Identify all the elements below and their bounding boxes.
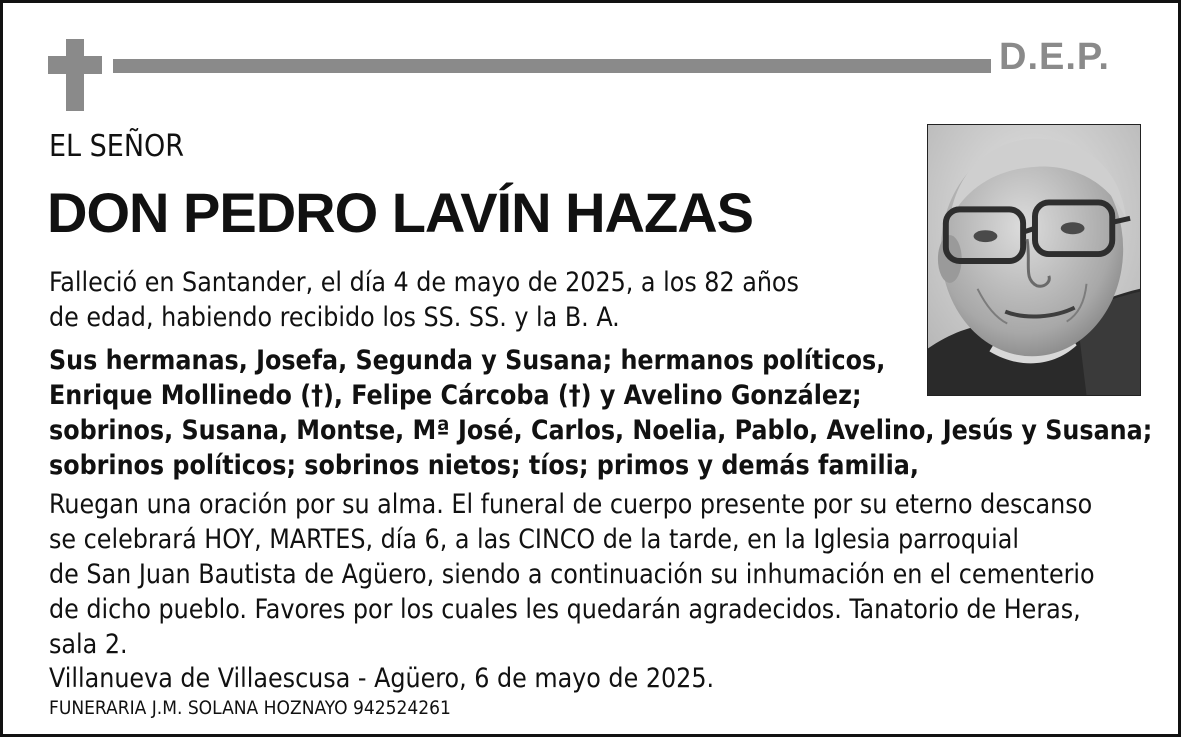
latin-cross-icon bbox=[48, 39, 102, 111]
death-announcement-line: Falleció en Santander, el día 4 de mayo de 2025, a los 82 años bbox=[49, 267, 799, 298]
service-line: de San Juan Bautista de Agüero, siendo a continuación su inhumación en el cementerio bbox=[49, 559, 1095, 590]
dep-label: D.E.P. bbox=[999, 36, 1110, 78]
family-line: Enrique Mollinedo (†), Felipe Cárcoba (†) y Avelino González; bbox=[49, 380, 862, 411]
header-rule bbox=[113, 59, 991, 73]
honorific: EL SEÑOR bbox=[49, 129, 185, 164]
family-line: Sus hermanas, Josefa, Segunda y Susana; hermanos políticos, bbox=[49, 345, 886, 376]
service-line: de dicho pueblo. Favores por los cuales les quedarán agradecidos. Tanatorio de Heras, bbox=[49, 594, 1081, 625]
service-line: se celebrará HOY, MARTES, día 6, a las CINCO de la tarde, en la Iglesia parroquial bbox=[49, 524, 1020, 555]
service-details bbox=[49, 487, 1095, 662]
death-announcement-line: de edad, habiendo recibido los SS. SS. y la B. A. bbox=[49, 302, 620, 333]
deceased-name: DON PEDRO LAVÍN HAZAS bbox=[47, 181, 753, 244]
family-line: sobrinos políticos; sobrinos nietos; tíos; primos y demás familia, bbox=[49, 450, 919, 481]
funeral-home: FUNERARIA J.M. SOLANA HOZNAYO 942524261 bbox=[49, 697, 451, 719]
family-list bbox=[49, 343, 1152, 483]
service-line: Ruegan una oración por su alma. El funeral de cuerpo presente por su eterno descanso bbox=[49, 489, 1093, 520]
family-line: sobrinos, Susana, Montse, Mª José, Carlos, Noelia, Pablo, Avelino, Jesús y Susana; bbox=[49, 415, 1153, 446]
death-announcement bbox=[49, 265, 799, 335]
place-date: Villanueva de Villaescusa - Agüero, 6 de mayo de 2025. bbox=[49, 663, 715, 694]
service-line: sala 2. bbox=[49, 629, 128, 660]
